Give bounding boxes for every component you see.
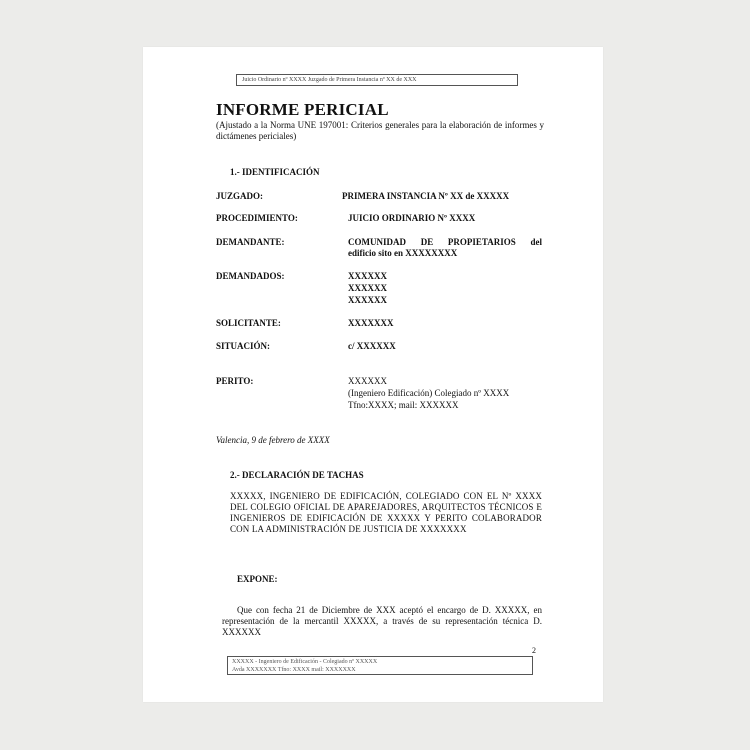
juzgado-label: JUZGADO: [216, 191, 263, 201]
page-number: 2 [532, 646, 536, 655]
demandante-value-line1: COMUNIDAD DE PROPIETARIOS del [348, 237, 542, 247]
section-tachas-body: XXXXX, INGENIERO DE EDIFICACIÓN, COLEGIADO CON EL Nº XXXX DEL COLEGIO OFICIAL DE APAREJADORES, ARQUITECTOS TÉCNICOS E INGENIEROS DE EDIFICACIÓN DE XXXXX Y PERITO COLABORADOR CON LA ADMINISTRACIÓN DE JUSTICIA DE XXXXXXX [230, 491, 542, 534]
solicitante-value: XXXXXXX [348, 318, 394, 328]
document-subtitle: (Ajustado a la Norma UNE 197001: Criterios generales para la elaboración de informes y dictámenes periciales) [216, 120, 544, 141]
demandante-label: DEMANDANTE: [216, 237, 285, 247]
perito-value-3: Tfno:XXXX; mail: XXXXXX [348, 400, 459, 410]
perito-value-2: (Ingeniero Edificación) Colegiado nº XXXX [348, 388, 510, 398]
date-line: Valencia, 9 de febrero de XXXX [216, 435, 330, 445]
document-page [143, 47, 603, 702]
expone-heading: EXPONE: [237, 574, 278, 584]
situacion-value: c/ XXXXXX [348, 341, 396, 351]
running-header: Juicio Ordinario nº XXXX Juzgado de Primera Instancia nº XX de XXX [236, 74, 518, 86]
procedimiento-value: JUICIO ORDINARIO Nº XXXX [348, 213, 476, 223]
section-identificacion-heading: 1.- IDENTIFICACIÓN [230, 167, 320, 177]
expone-paragraph: Que con fecha 21 de Diciembre de XXX aceptó el encargo de D. XXXXX, en representación de la mercantil XXXXX, a través de su representación técnica D. XXXXXX [222, 605, 542, 637]
demandante-value-line2: edificio sito en XXXXXXXX [348, 248, 458, 258]
demandados-value-3: XXXXXX [348, 295, 387, 305]
footer-line-2: Avda XXXXXXX Tfno: XXXX mail: XXXXXXX [232, 667, 356, 673]
footer-box [227, 656, 533, 675]
demandados-value-2: XXXXXX [348, 283, 387, 293]
demandados-value-1: XXXXXX [348, 271, 387, 281]
solicitante-label: SOLICITANTE: [216, 318, 281, 328]
footer-line-1: XXXXX - Ingeniero de Edificación - Colegiado nº XXXXX [232, 659, 378, 665]
situacion-label: SITUACIÓN: [216, 341, 271, 351]
section-tachas-heading: 2.- DECLARACIÓN DE TACHAS [230, 470, 364, 480]
juzgado-value: PRIMERA INSTANCIA Nº XX de XXXXX [342, 191, 510, 201]
perito-value-1: XXXXXX [348, 376, 387, 386]
document-title: INFORME PERICIAL [216, 100, 389, 119]
perito-label: PERITO: [216, 376, 254, 386]
procedimiento-label: PROCEDIMIENTO: [216, 213, 298, 223]
demandados-label: DEMANDADOS: [216, 271, 285, 281]
